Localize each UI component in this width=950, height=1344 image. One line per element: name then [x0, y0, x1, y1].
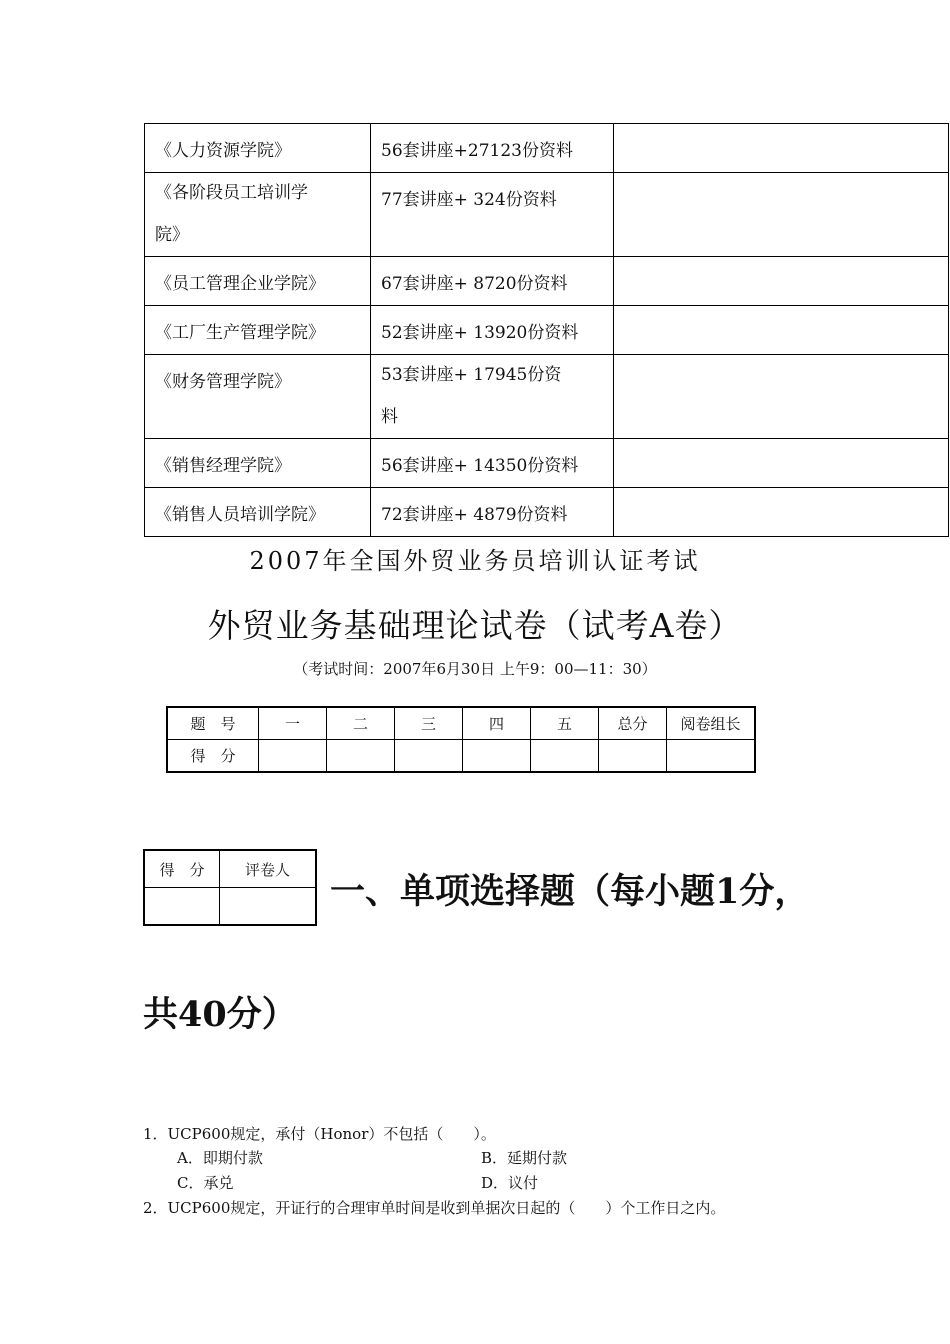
catalog-name: 《员工管理企业学院》	[145, 257, 371, 306]
score-cell[interactable]	[259, 740, 327, 773]
table-row	[145, 124, 949, 173]
catalog-note	[614, 488, 949, 537]
score-header-cell: 一	[259, 707, 327, 740]
catalog-note	[614, 439, 949, 488]
question-2: 2．UCP600规定，开证行的合理审单时间是收到单据次日起的（ ）个工作日之内。	[143, 1199, 726, 1217]
grader-name-label: 评卷人	[220, 850, 317, 888]
table-row	[145, 173, 949, 257]
catalog-name: 《人力资源学院》	[145, 124, 371, 173]
catalog-content: 52套讲座+ 13920份资料	[371, 306, 614, 355]
catalog-content: 77套讲座+ 324份资料	[371, 173, 614, 257]
question-1-option-d: D．议付	[481, 1174, 539, 1192]
catalog-name	[145, 173, 371, 257]
score-cell[interactable]	[327, 740, 395, 773]
score-table	[166, 706, 756, 773]
catalog-content: 67套讲座+ 8720份资料	[371, 257, 614, 306]
catalog-content: 72套讲座+ 4879份资料	[371, 488, 614, 537]
question-1: 1．UCP600规定，承付（Honor）不包括（ ）。	[143, 1125, 496, 1143]
score-header-cell: 题 号	[167, 707, 259, 740]
exam-title: 外贸业务基础理论试卷（试考A卷）	[207, 606, 743, 645]
catalog-note	[614, 173, 949, 257]
question-1-option-c: C．承兑	[177, 1174, 234, 1192]
score-cell[interactable]	[599, 740, 667, 773]
catalog-name-text: 《各阶段员工培训学院》	[155, 183, 308, 245]
score-header-cell: 阅卷组长	[667, 707, 756, 740]
score-cell[interactable]	[463, 740, 531, 773]
grader-score-cell[interactable]	[144, 888, 220, 926]
catalog-content	[371, 355, 614, 439]
catalog-name: 《销售人员培训学院》	[145, 488, 371, 537]
score-header-cell: 五	[531, 707, 599, 740]
catalog-note	[614, 257, 949, 306]
grader-score-label: 得 分	[144, 850, 220, 888]
section-title-line1: 一、单项选择题（每小题1分，	[330, 871, 810, 912]
catalog-note	[614, 124, 949, 173]
score-cell[interactable]	[531, 740, 599, 773]
catalog-note	[614, 355, 949, 439]
catalog-table	[144, 123, 949, 537]
exam-time: （考试时间：2007年6月30日 上午9：00—11：30）	[293, 660, 657, 678]
grader-table	[143, 849, 317, 926]
catalog-name: 《财务管理学院》	[145, 355, 371, 439]
score-cell[interactable]	[395, 740, 463, 773]
table-row	[145, 306, 949, 355]
catalog-name: 《销售经理学院》	[145, 439, 371, 488]
score-cell[interactable]	[667, 740, 756, 773]
score-header-cell: 四	[463, 707, 531, 740]
catalog-note	[614, 306, 949, 355]
catalog-content-text: 53套讲座+ 17945份资料	[381, 365, 562, 427]
score-header-cell: 二	[327, 707, 395, 740]
table-row	[145, 488, 949, 537]
table-row	[145, 355, 949, 439]
catalog-content: 56套讲座+27123份资料	[371, 124, 614, 173]
grader-name-cell[interactable]	[220, 888, 317, 926]
score-row-label: 得 分	[167, 740, 259, 773]
score-value-row	[167, 740, 755, 773]
score-header-cell: 总分	[599, 707, 667, 740]
score-header-row	[167, 707, 755, 740]
grader-value-row	[144, 888, 316, 926]
exam-heading: 2007年全国外贸业务员培训认证考试	[249, 547, 701, 575]
question-1-option-b: B．延期付款	[481, 1149, 568, 1167]
question-1-option-a: A．即期付款	[177, 1149, 263, 1167]
catalog-content: 56套讲座+ 14350份资料	[371, 439, 614, 488]
table-row	[145, 257, 949, 306]
section-title-line2: 共40分）	[143, 994, 297, 1035]
catalog-name: 《工厂生产管理学院》	[145, 306, 371, 355]
score-header-cell: 三	[395, 707, 463, 740]
table-row	[145, 439, 949, 488]
grader-header-row	[144, 850, 316, 888]
